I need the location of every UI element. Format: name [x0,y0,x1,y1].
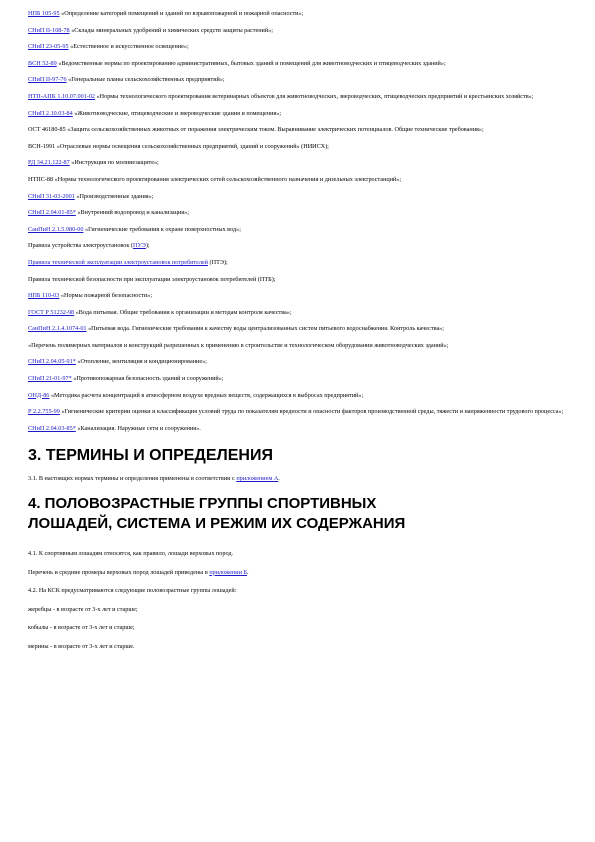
reference-item [28,27,568,36]
reference-link[interactable]: СНиП 2.04.01-85* [28,209,76,217]
reference-item [28,276,568,285]
reference-inline-link[interactable]: ПУЭ [133,242,146,250]
reference-text: ВСН-1991 «Отраслевые нормы освещения сельскохозяйственных предприятий, зданий и сооружений» (НИИСХ); [28,142,329,150]
reference-link[interactable]: СНиП 2.04.05-91* [28,358,76,366]
group-item-mares: кобылы - в возрасте от 3-х лет и старше; [28,624,135,632]
section-4-paragraph-3: 4.2. На КСК предусматриваются следующие половозрастные группы лошадей: [28,587,237,595]
reference-text: «Инструкция по молниезащите»; [69,159,159,167]
reference-text: «Нормы пожарной безопасности»; [59,292,153,300]
section-4-paragraph-1: 4.1. К спортивным лошадям относятся, как правило, лошади верховых пород. [28,550,234,558]
reference-text: «Животноводческие, птицеводческие и звероводческие здания и помещения»; [72,109,282,117]
reference-link[interactable]: СНиП II-108-78 [28,26,70,34]
reference-text: «Противопожарная безопасность зданий и сооружений»; [71,375,224,383]
reference-item [28,392,568,401]
reference-item [28,209,568,218]
reference-link[interactable]: ВСН 52-89 [28,59,57,67]
reference-item [28,143,568,152]
reference-item [28,110,568,119]
reference-link[interactable]: СНиП 2.10.03-84 [28,109,73,117]
section-4-paragraph-2 [28,569,568,578]
reference-item [28,60,568,69]
reference-link[interactable]: СНиП II-97-76 [28,76,67,84]
reference-link[interactable]: СНиП 23-05-95 [28,43,69,51]
reference-item [28,93,568,102]
reference-text: «Производственные здания»; [74,192,154,200]
reference-link[interactable]: РД 34.21.122-87 [28,159,70,167]
reference-text: «Ведомственные нормы по проектированию административных, бытовых зданий и помещений для животноводческих и птицеводческих зданий»; [56,59,446,67]
reference-link[interactable]: СНиП 21-01-97* [28,375,72,383]
reference-item [28,10,568,19]
reference-text: «Перечень полимерных материалов и конструкций разрешенных к применению в строительстве и технологическом оборудовании животноводческих зданий»; [28,341,449,349]
reference-text: «Генеральные планы сельскохозяйственных предприятий»; [66,76,225,84]
section-4-heading [28,494,568,534]
reference-text: «Питьевая вода. Гигиенические требования к качеству воды централизованных систем питьевого водоснабжения. Контроль качества»; [86,325,444,333]
reference-tail: ); [145,242,150,250]
reference-item [28,358,568,367]
reference-item [28,226,568,235]
reference-text: «Определение категорий помещений и зданий по взрывопожарной и пожарной опасности»; [59,10,304,17]
appendix-b-link[interactable]: приложении Б [209,568,248,576]
section-3-heading: 3. ТЕРМИНЫ И ОПРЕДЕЛЕНИЯ [28,447,273,465]
reference-text: «Склады минеральных удобрений и химических средств защиты растений»; [69,26,273,34]
reference-text: ОСТ 46180-85 «Защита сельскохозяйственных животных от поражения электрическим током. Выравнивание электрических потенциалов. Общие технические требования»; [28,126,484,134]
reference-link[interactable]: НПБ 105-95 [28,10,60,17]
reference-item [28,126,568,135]
section-3-paragraph-1 [28,475,568,484]
paragraph-tail: . [247,568,249,576]
reference-text: «Вода питьевая. Общие требования к организации и методам контроля качества»; [74,308,292,316]
reference-link[interactable]: ГОСТ Р 51232-98 [28,308,75,316]
reference-text: «Канализация. Наружные сети и сооружения». [75,424,201,432]
group-item-geldings: мерины - в возрасте от 3-х лет и старше. [28,643,135,650]
reference-text: «Гигиенические требования к охране поверхностных вод»; [83,225,241,233]
reference-item [28,292,568,301]
reference-item [28,342,568,351]
reference-item [28,159,568,168]
reference-text: Правила устройства электроустановок ( [28,242,134,250]
reference-link[interactable]: НТП-АПК 1.10.07.001-02 [28,92,96,100]
appendix-a-link[interactable]: приложением А [236,475,279,483]
reference-text: «Естественное и искусственное освещение»; [68,43,189,51]
reference-item [28,259,568,268]
reference-link[interactable]: НПБ 110-03 [28,292,60,300]
section-4-heading-line-2: ЛОШАДЕЙ, СИСТЕМА И РЕЖИМ ИХ СОДЕРЖАНИЯ [28,515,406,533]
reference-link[interactable]: Правила технической эксплуатации электроустановок потребителей [28,258,208,266]
reference-link[interactable]: СанПиН 2.1.5.980-00 [28,225,84,233]
paragraph-tail: . [278,475,280,483]
reference-item [28,242,568,251]
reference-link[interactable]: СНиП 31-03-2001 [28,192,75,200]
reference-item [28,176,568,185]
references-list [28,10,568,433]
reference-text: Правила технической безопасности при эксплуатации электроустановок потребителей (ПТБ); [28,275,276,283]
reference-link[interactable]: СНиП 2.04.03-85* [28,424,76,432]
reference-text: «Отопление, вентиляция и кондиционирование»; [75,358,207,366]
section-4-heading-line-1: 4. ПОЛОВОЗРАСТНЫЕ ГРУППЫ СПОРТИВНЫХ [28,495,377,513]
reference-text: (ПТЭ); [208,258,228,266]
reference-item [28,193,568,202]
reference-item [28,425,568,434]
reference-item [28,325,568,334]
reference-text: «Гигиенические критерии оценки и классификация условий труда по показателям вредности и опасности факторов производственной среды, тяжести и напряженности трудового процесса»; [59,408,564,416]
document-page [28,10,568,652]
reference-text: НТПС-88 «Нормы технологического проектирования электрических сетей сельскохозяйственного назначения и дизельных электростанций»; [28,175,402,183]
reference-text: «Нормы технологического проектирования ветеринарных объектов для животноводческих, звероводческих, птицеводческих предприятий и крестьянских хозяйств»; [95,92,534,100]
reference-item [28,408,568,417]
paragraph-text: Перечень и средние промеры верховых пород лошадей приведены в [28,568,210,576]
reference-item [28,309,568,318]
reference-item [28,76,568,85]
reference-item [28,375,568,384]
reference-item [28,43,568,52]
reference-text: «Методика расчета концентраций в атмосферном воздухе вредных веществ, содержащихся в выбросах предприятий»; [49,391,364,399]
reference-link[interactable]: СанПиН 2.1.4.1074-01 [28,325,87,333]
reference-link[interactable]: Р 2.2.755-99 [28,408,60,416]
paragraph-text: 3.1. В настоящих нормах термины и определения применены в соответствии с [28,475,237,483]
reference-link[interactable]: ОНД-86 [28,391,50,399]
reference-text: «Внутренний водопровод и канализация»; [75,209,189,217]
group-item-stallions: жеребцы - в возрасте от 3-х лет и старше; [28,605,138,613]
